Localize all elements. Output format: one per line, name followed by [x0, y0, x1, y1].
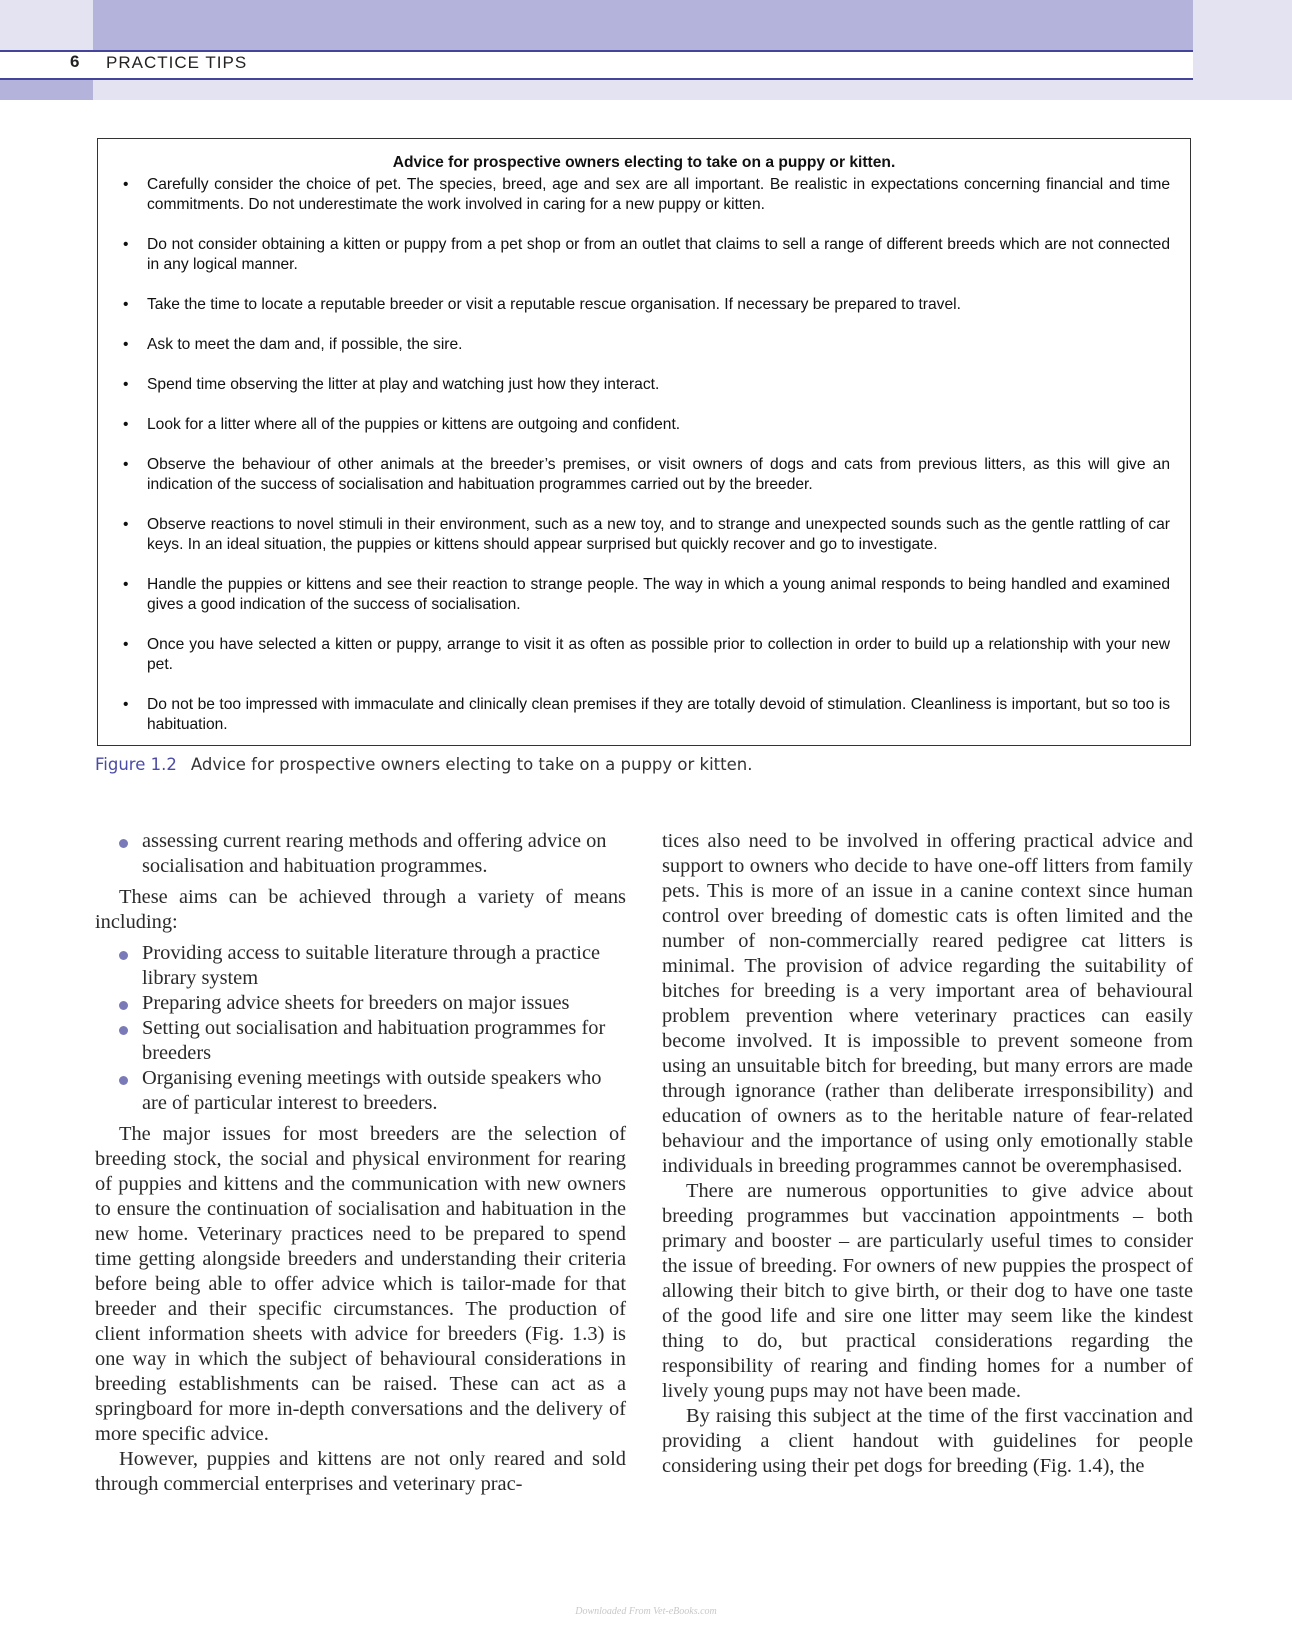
- list-item: Providing access to suitable literature through a practice library system: [95, 941, 626, 991]
- figure-caption-text: Advice for prospective owners electing to take on a puppy or kitten.: [190, 755, 753, 774]
- list-item: Organising evening meetings with outside speakers who are of particular interest to breeders.: [95, 1066, 626, 1116]
- paragraph: By raising this subject at the time of the first vaccination and providing a client handout with guidelines for people considering using their pet dogs for breeding (Fig. 1.4), the: [662, 1405, 1193, 1477]
- body-column-left: [95, 829, 626, 1497]
- advice-item: • Spend time observing the litter at play and watching just how they interact.: [98, 375, 1170, 395]
- paragraph: The major issues for most breeders are the selection of breeding stock, the social and physical environment for rearing of puppies and kittens and the communication with new owners to ensure the continuation of socialisation and habituation in the new home. Veterinary practices need to be prepared to spend time getting alongside breeders and understanding their criteria before being able to offer advice which is tailor-made for that breeder and their specific circumstances. The production of client information sheets with advice for breeders (Fig. 1.3) is one way in which the subject of behavioural considerations in breeding establishments can be raised. These can act as a springboard for more in-depth conversations and the delivery of more specific advice.: [95, 1123, 626, 1445]
- advice-item: • Ask to meet the dam and, if possible, the sire.: [98, 335, 1170, 355]
- figure-title: Advice for prospective owners electing to take on a puppy or kitten.: [392, 154, 896, 171]
- advice-item: • Observe the behaviour of other animals at the breeder’s premises, or visit owners of dogs and cats from previous litters, as this will give an indication of the success of socialisation and habituation programmes carried out by the breeder.: [98, 455, 1170, 495]
- advice-item: • Once you have selected a kitten or puppy, arrange to visit it as often as possible prior to collection in order to build up a relationship with your new pet.: [98, 635, 1170, 675]
- figure-caption: [95, 755, 752, 774]
- advice-item: • Carefully consider the choice of pet. The species, breed, age and sex are all important. Be realistic in expectations concerning financial and time commitments. Do not underestimate the work involved in caring for a new puppy or kitten.: [98, 175, 1170, 215]
- paragraph: There are numerous opportunities to give advice about breeding programmes but vaccination appointments – both primary and booster – are particularly useful times to consider the issue of breeding. For owners of new puppies the prospect of allowing their bitch to give birth, or their dog to have one taste of the good life and sire one litter may seem like the kindest thing to do, but practical considerations regarding the responsibility of rearing and finding homes for a number of lively young pups may not have been made.: [662, 1180, 1193, 1402]
- means-list: [95, 941, 626, 1116]
- figure-caption-label: Figure 1.2: [95, 755, 177, 774]
- advice-item: • Handle the puppies or kittens and see their reaction to strange people. The way in which a young animal responds to being handled and examined gives a good indication of the success of socialisation.: [98, 575, 1170, 615]
- advice-item: • Observe reactions to novel stimuli in their environment, such as a new toy, and to strange and unexpected sounds such as the gentle rattling of car keys. In an ideal situation, the puppies or kittens should appear surprised but quickly recover and go to investigate.: [98, 515, 1170, 555]
- paragraph: However, puppies and kittens are not only reared and sold through commercial enterprises and veterinary prac-: [95, 1448, 626, 1495]
- footer-watermark: Downloaded From Vet-eBooks.com: [575, 1606, 717, 1617]
- header-accent-bar: [93, 0, 1193, 50]
- advice-item: • Look for a litter where all of the puppies or kittens are outgoing and confident.: [98, 415, 1170, 435]
- list-item: assessing current rearing methods and offering advice on socialisation and habituation programmes.: [95, 829, 626, 879]
- body-column-right: [662, 829, 1193, 1479]
- bullet-list-top: [95, 829, 626, 879]
- advice-item: • Do not consider obtaining a kitten or puppy from a pet shop or from an outlet that claims to sell a range of different breeds which are not connected in any logical manner.: [98, 235, 1170, 275]
- list-item: Setting out socialisation and habituation programmes for breeders: [95, 1016, 626, 1066]
- header-left-block: [0, 80, 93, 100]
- paragraph: tices also need to be involved in offering practical advice and support to owners who decide to have one-off litters from family pets. This is more of an issue in a canine context since human control over breeding of domestic cats is often limited and the number of non-commercially reared pedigree cat litters is minimal. The provision of advice regarding the suitability of bitches for breeding is a very important area of behavioural problem prevention where veterinary practices can easily become involved. It is impossible to prevent someone from using an unsuitable bitch for breeding, but many errors are made through ignorance (rather than deliberate irresponsibility) and education of owners as to the heritable nature of fear-related behaviour and the importance of using only emotionally stable individuals in breeding programmes cannot be overemphasised.: [662, 830, 1193, 1177]
- list-item: Preparing advice sheets for breeders on major issues: [95, 991, 626, 1016]
- section-title: PRACTICE TIPS: [106, 53, 248, 72]
- paragraph: These aims can be achieved through a variety of means including:: [95, 886, 626, 933]
- advice-list: [98, 175, 1190, 735]
- advice-item: • Take the time to locate a reputable breeder or visit a reputable rescue organisation. If necessary be prepared to travel.: [98, 295, 1170, 315]
- advice-item: • Do not be too impressed with immaculate and clinically clean premises if they are totally devoid of stimulation. Cleanliness is important, but so too is habituation.: [98, 695, 1170, 735]
- page-number: 6: [70, 52, 80, 71]
- advice-figure-box: [97, 138, 1191, 746]
